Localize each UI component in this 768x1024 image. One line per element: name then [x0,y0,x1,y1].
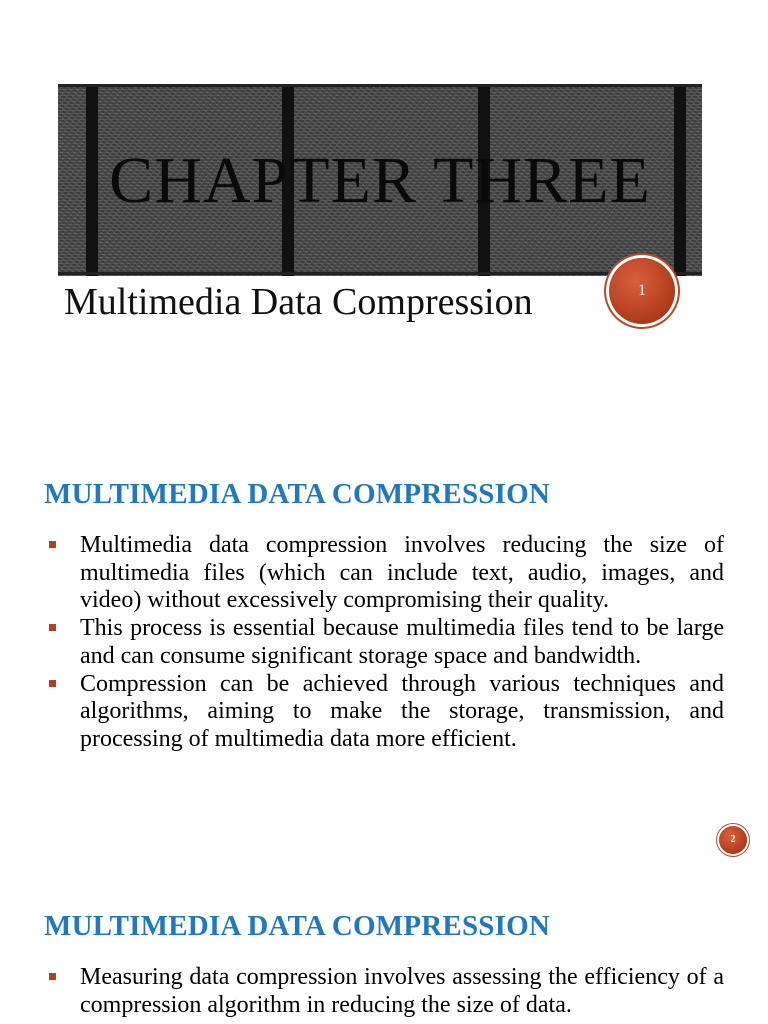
bullet-item [44,615,724,670]
chapter-title: CHAPTER THREE [109,144,651,217]
bullet-marker [49,541,56,548]
bullet-item [44,671,724,754]
bullet-text: Measuring data compression involves assessing the efficiency of a compression algorithm in reducing the size of data. [80,964,724,1018]
bullet-marker [49,680,56,687]
banner-top-rule [58,84,702,87]
bullet-list-2 [44,964,724,1019]
bullet-marker [49,973,56,980]
bullet-text: This process is essential because multimedia files tend to be large and can consume significant storage space and bandwidth. [80,615,724,669]
slide-number-badge-2: 2 [719,826,747,854]
bullet-marker [49,624,56,631]
bullet-list-1 [44,532,724,754]
slide-number-badge-1: 1 [609,258,675,324]
section-heading-1: MULTIMEDIA DATA COMPRESSION [44,478,550,510]
chapter-subtitle: Multimedia Data Compression [64,281,533,323]
bullet-text: Multimedia data compression involves reducing the size of multimedia files (which can include text, audio, images, and video) without excessively compromising their quality. [80,532,724,614]
bullet-item [44,532,724,615]
bullet-text: Compression can be achieved through various techniques and algorithms, aiming to make the storage, transmission, and processing of multimedia data more efficient. [80,670,724,752]
banner-bottom-rule [58,272,702,275]
bullet-item [44,964,724,1019]
section-heading-2: MULTIMEDIA DATA COMPRESSION [44,910,550,942]
